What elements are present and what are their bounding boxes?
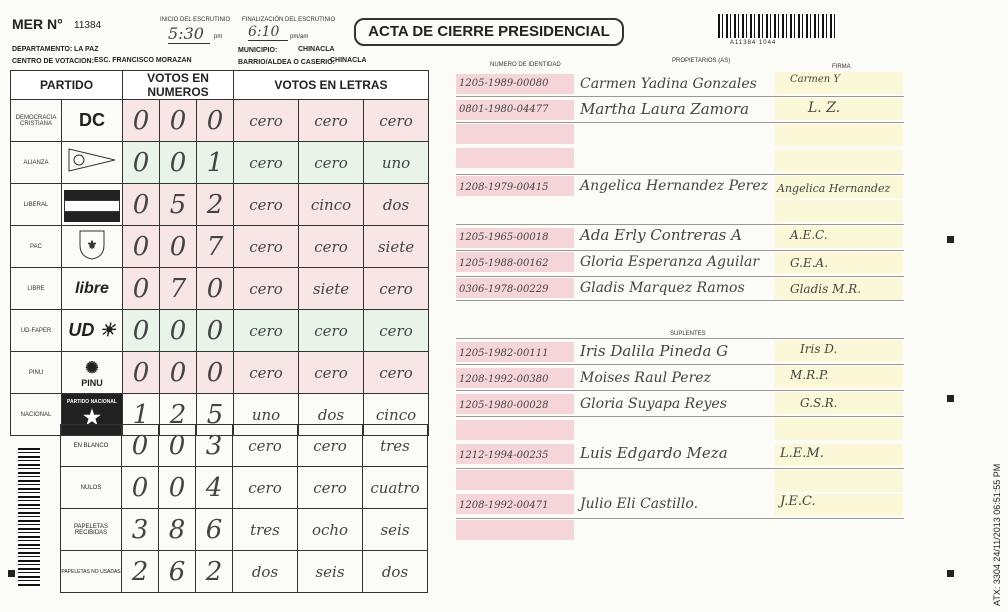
digit[interactable]: 0 (159, 467, 196, 509)
firma-field[interactable] (775, 200, 903, 222)
owner-signature: Gladis M.R. (790, 282, 862, 296)
word[interactable]: cero (298, 425, 363, 467)
digit[interactable]: 3 (122, 509, 159, 551)
letras-header: VOTOS EN LETRAS (234, 71, 429, 100)
digit[interactable]: 2 (196, 551, 233, 593)
dc-logo: DC (62, 100, 123, 142)
word[interactable]: uno (364, 142, 429, 184)
suplentes-label: SUPLENTES (670, 331, 706, 337)
party-row (11, 226, 429, 268)
owner-name: Martha Laura Zamora (580, 100, 750, 118)
suplente-name: Julio Eli Castillo. (580, 496, 699, 512)
digit[interactable]: 0 (123, 352, 160, 394)
mer-label: MER N° (12, 16, 63, 32)
suplente-id: 1212-1994-00235 (459, 450, 549, 461)
digit[interactable]: 2 (122, 551, 159, 593)
nacional-logo-text: PARTIDO NACIONAL (67, 399, 117, 405)
firma-field[interactable] (775, 124, 903, 146)
digit[interactable]: 6 (159, 551, 196, 593)
owner-name: Gladis Marquez Ramos (580, 280, 745, 296)
digit[interactable]: 5 (197, 394, 234, 436)
party-row (11, 184, 429, 226)
row-divider (456, 300, 904, 301)
pinu-logo (62, 352, 123, 394)
word[interactable]: cero (299, 352, 364, 394)
digit[interactable]: 0 (197, 352, 234, 394)
owner-id: 1208-1979-00415 (459, 182, 549, 193)
party-name: ALIANZA (11, 142, 62, 184)
owner-signature: Angelica Hernandez (777, 182, 891, 195)
digit[interactable]: 0 (123, 268, 160, 310)
barcode (718, 14, 838, 38)
pac-logo (62, 226, 123, 268)
suplente-signature: Iris D. (800, 342, 838, 356)
owner-name: Ada Erly Contreras A (580, 226, 742, 244)
digit[interactable]: 0 (123, 226, 160, 268)
firma-field[interactable] (775, 418, 903, 440)
side-timestamp: ATX: 3304 24/11/2013 06:51:55 PM (992, 463, 1002, 606)
owner-name: Gloria Esperanza Aguilar (580, 254, 760, 270)
id-field[interactable] (456, 470, 574, 490)
sun-icon: ☀ (99, 320, 116, 340)
row-divider (456, 250, 904, 251)
digit[interactable]: 2 (197, 184, 234, 226)
party-row (11, 100, 429, 142)
barrio-value: CHINACLA (330, 57, 367, 64)
digit[interactable]: 0 (123, 310, 160, 352)
party-row (11, 268, 429, 310)
summary-name: PAPELETAS NO USADAS (61, 551, 122, 593)
word[interactable]: uno (234, 394, 299, 436)
word[interactable]: cero (234, 142, 299, 184)
votes-table (10, 70, 429, 436)
party-name: LIBERAL (11, 184, 62, 226)
id-field[interactable] (456, 148, 574, 168)
word[interactable]: tres (363, 425, 428, 467)
digit[interactable]: 0 (160, 142, 197, 184)
pinu-emblem-icon: ✺ (85, 359, 99, 377)
partido-header: PARTIDO (11, 71, 123, 100)
owner-id: 1205-1989-00080 (459, 78, 549, 89)
word[interactable]: cero (298, 467, 363, 509)
id-column-label: NUMERO DE IDENTIDAD (490, 62, 561, 68)
word[interactable]: cero (299, 226, 364, 268)
id-field[interactable] (456, 420, 574, 440)
word[interactable]: cuatro (363, 467, 428, 509)
suplente-signature: L.E.M. (780, 446, 824, 461)
id-field[interactable] (456, 520, 574, 540)
digit[interactable]: 5 (160, 184, 197, 226)
owner-signature: G.E.A. (790, 256, 829, 270)
registration-mark (8, 570, 15, 577)
liberal-logo (62, 184, 123, 226)
firma-field[interactable] (775, 392, 903, 414)
word[interactable]: cero (234, 100, 299, 142)
inicio-suffix: pm (214, 34, 223, 40)
party-name: LIBRE (11, 268, 62, 310)
word[interactable]: cero (299, 142, 364, 184)
word[interactable]: cero (364, 100, 429, 142)
digit[interactable]: 0 (123, 184, 160, 226)
registration-mark (947, 570, 954, 577)
firma-label: FIRMA (832, 64, 851, 70)
municipio-value: CHINACLA (298, 46, 335, 53)
word[interactable]: cero (234, 352, 299, 394)
suplente-name: Iris Dalila Pineda G (580, 342, 729, 360)
suplente-name: Moises Raul Perez (580, 370, 711, 386)
word[interactable]: cinco (299, 184, 364, 226)
digit[interactable]: 0 (122, 425, 159, 467)
word[interactable]: dos (299, 394, 364, 436)
row-divider (456, 276, 904, 277)
word[interactable]: cero (234, 310, 299, 352)
vertical-barcode (18, 448, 40, 588)
row-divider (456, 468, 904, 469)
owner-id: 0306-1978-00229 (459, 284, 549, 295)
acta-title: ACTA DE CIERRE PRESIDENCIAL (354, 18, 624, 46)
digit[interactable]: 0 (159, 425, 196, 467)
star-icon: ★ (83, 407, 101, 429)
alianza-logo (62, 142, 123, 184)
fin-suffix: pm/am (290, 34, 309, 40)
digit[interactable]: 8 (159, 509, 196, 551)
centro-value: ESC. FRANCISCO MORAZAN (94, 57, 192, 64)
summary-row (61, 551, 428, 593)
party-name: UD-FAPER (11, 310, 62, 352)
digit[interactable]: 0 (122, 467, 159, 509)
owner-signature: A.E.C. (790, 228, 828, 242)
word[interactable]: cero (364, 268, 429, 310)
owner-id: 1205-1988-00162 (459, 258, 549, 269)
digit[interactable]: 1 (123, 394, 160, 436)
party-name: PINU (11, 352, 62, 394)
digit[interactable]: 0 (123, 142, 160, 184)
word[interactable]: seis (363, 509, 428, 551)
suplente-name: Gloria Suyapa Reyes (580, 396, 727, 412)
summary-row (61, 425, 428, 467)
digit[interactable]: 2 (160, 394, 197, 436)
owner-name: Carmen Yadina Gonzales (580, 76, 757, 92)
row-divider (456, 96, 904, 97)
owner-id: 0801-1980-04477 (459, 104, 549, 115)
word[interactable]: siete (364, 226, 429, 268)
firma-field[interactable] (775, 470, 903, 492)
barcode-number: A11384 1044 (730, 40, 777, 46)
summary-row (61, 509, 428, 551)
word[interactable]: cero (364, 352, 429, 394)
word[interactable]: tres (233, 509, 298, 551)
party-row (11, 352, 429, 394)
word[interactable]: cero (299, 100, 364, 142)
row-divider (456, 390, 904, 391)
numeros-header: VOTOS EN NUMEROS (123, 71, 234, 100)
word[interactable]: cero (233, 467, 298, 509)
row-divider (456, 364, 904, 365)
mer-number: 11384 (74, 20, 102, 31)
digit[interactable]: 7 (160, 268, 197, 310)
owner-signature: L. Z. (808, 100, 841, 116)
digit[interactable]: 1 (197, 142, 234, 184)
word[interactable]: seis (298, 551, 363, 593)
centro-label: CENTRO DE VOTACION: (12, 58, 94, 65)
firma-field[interactable] (775, 150, 903, 172)
word[interactable]: siete (299, 268, 364, 310)
digit[interactable]: 0 (160, 100, 197, 142)
suplente-id: 1208-1992-00471 (459, 500, 549, 511)
digit[interactable]: 0 (160, 310, 197, 352)
id-field[interactable] (456, 124, 574, 144)
alianza-flag-icon (67, 145, 117, 175)
suplente-signature: J.E.C. (780, 494, 816, 509)
row-divider (456, 338, 904, 339)
libre-logo: libre (62, 268, 123, 310)
digit[interactable]: 6 (196, 509, 233, 551)
inicio-time: 5:30 (168, 24, 210, 44)
owner-name: Angelica Hernandez Perez (580, 178, 769, 194)
digit[interactable]: 3 (196, 425, 233, 467)
party-name: PAC (11, 226, 62, 268)
suplente-id: 1208-1992-00380 (459, 374, 549, 385)
summary-table (60, 424, 428, 593)
digit[interactable]: 0 (197, 268, 234, 310)
digit[interactable]: 0 (197, 100, 234, 142)
ud-logo (62, 310, 123, 352)
word[interactable]: cero (234, 268, 299, 310)
digit[interactable]: 7 (197, 226, 234, 268)
fin-time: 6:10 (248, 24, 288, 41)
party-name: DEMOCRACIA CRISTIANA (11, 100, 62, 142)
word[interactable]: dos (363, 551, 428, 593)
word[interactable]: cinco (364, 394, 429, 436)
owners-label: PROPIETARIOS (AS) (672, 58, 731, 64)
departamento-value: LA PAZ (74, 46, 99, 53)
digit[interactable]: 4 (196, 467, 233, 509)
municipio-label: MUNICIPIO: (238, 47, 278, 54)
digit[interactable]: 0 (160, 226, 197, 268)
row-divider (456, 224, 904, 225)
suplente-signature: M.R.P. (790, 368, 829, 382)
firma-field[interactable] (775, 340, 903, 362)
row-divider (456, 518, 904, 519)
row-divider (456, 122, 904, 123)
summary-row (61, 467, 428, 509)
party-name: NACIONAL (11, 394, 62, 436)
digit[interactable]: 0 (197, 310, 234, 352)
barrio-label: BARRIO/ALDEA O CASERIO: (238, 59, 335, 66)
fin-label: FINALIZACIÓN DEL ESCRUTINIO (242, 17, 336, 23)
row-divider (456, 416, 904, 417)
owner-signature: Carmen Y (790, 74, 841, 85)
svg-text:⚜: ⚜ (86, 238, 98, 252)
digit[interactable]: 0 (160, 352, 197, 394)
word[interactable]: cero (234, 226, 299, 268)
summary-name: NULOS (61, 467, 122, 509)
word[interactable]: cero (233, 425, 298, 467)
registration-mark (947, 236, 954, 243)
word[interactable]: cero (299, 310, 364, 352)
suplente-id: 1205-1982-00111 (459, 348, 549, 359)
owner-id: 1205-1965-00018 (459, 232, 549, 243)
word[interactable]: dos (233, 551, 298, 593)
word[interactable]: dos (364, 184, 429, 226)
word[interactable]: cero (234, 184, 299, 226)
departamento-label: DEPARTAMENTO: (12, 46, 73, 53)
summary-name: PAPELETAS RECIBIDAS (61, 509, 122, 551)
suplente-signature: G.S.R. (800, 396, 838, 410)
suplente-id: 1205-1980-00028 (459, 400, 549, 411)
suplente-name: Luis Edgardo Meza (580, 444, 728, 462)
inicio-label: INICIO DEL ESCRUTINIO (160, 17, 231, 23)
digit[interactable]: 0 (123, 100, 160, 142)
word[interactable]: ocho (298, 509, 363, 551)
party-row (11, 310, 429, 352)
word[interactable]: cero (364, 310, 429, 352)
party-row (11, 142, 429, 184)
summary-name: EN BLANCO (61, 425, 122, 467)
pinu-logo-text: PINU (81, 377, 103, 388)
row-divider (456, 174, 904, 175)
ud-logo-text: UD (68, 320, 95, 340)
pac-shield-icon (72, 227, 112, 261)
registration-mark (947, 395, 954, 402)
